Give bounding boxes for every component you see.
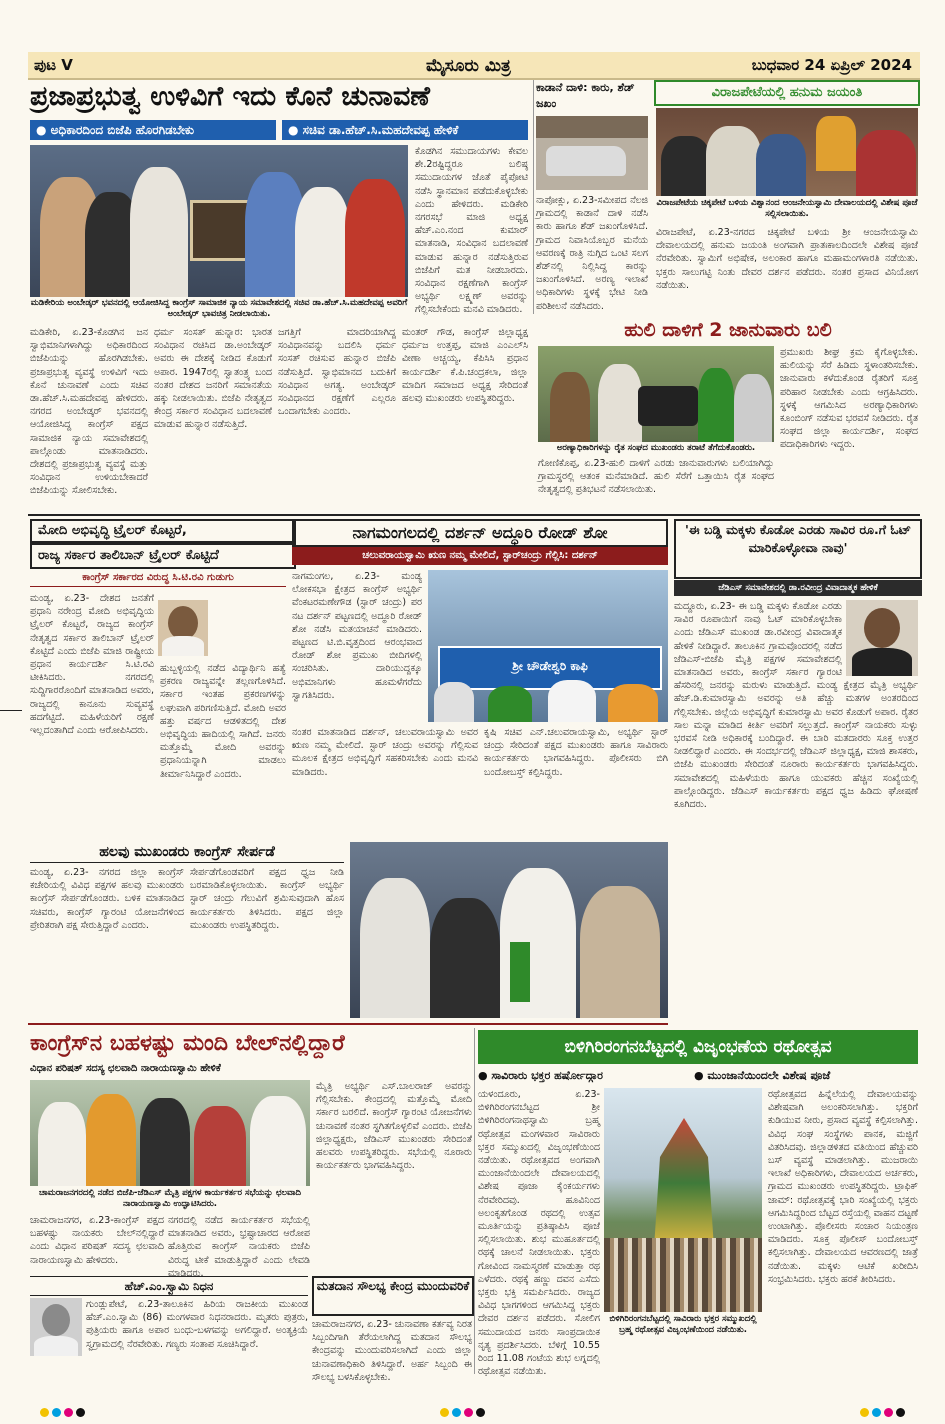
car-text: ನಾಪೋಕ್ಲು, ಏ.23-ಸಮೀಪದ ನೆಲಜಿ ಗ್ರಾಮದಲ್ಲಿ ಕಾಡಾನೆ ದಾಳಿ ನಡೆಸಿ ಕಾರು ಹಾಗೂ ಶೆಡ್ ಜಖಂಗೊಳಿಸಿದೆ. ಗ್ರಾಮದ ನಿವಾಸಿಯೊಬ್ಬರ ಮನೆಯ ಆವರಣಕ್ಕೆ ರಾತ್ರಿ ನುಗ್ಗಿದ ಒಂಟಿ ಸಲಗ ಶೆಡ್‌ನಲ್ಲಿ ನಿಲ್ಲಿಸಿದ್ದ ಕಾರನ್ನು ಜಖಂಗೊಳಿಸಿದೆ. ಅರಣ್ಯ ಇಲಾಖೆ ಅಧಿಕಾರಿಗಳು ಸ್ಥಳಕ್ಕೆ ಭೇಟಿ ನೀಡಿ ಪರಿಶೀಲನೆ ನಡೆಸಿದರು.: [536, 195, 648, 312]
tiger-text-2: ಪ್ರಮುಖರು ಶೀಘ್ರ ಕ್ರಮ ಕೈಗೊಳ್ಳಬೇಕು. ಹುಲಿಯನ್ನು ಸೆರೆ ಹಿಡಿದು ಸ್ಥಳಾಂತರಿಸಬೇಕು. ಜಾನುವಾರು ಕಳೆದುಕೊಂಡ ರೈತರಿಗೆ ಸೂಕ್ತ ಪರಿಹಾರ ನೀಡಬೇಕು ಎಂದು ಆಗ್ರಹಿಸಿದರು. ಸ್ಥಳಕ್ಕೆ ಆಗಮಿಸಿದ ಅರಣ್ಯಾಧಿಕಾರಿಗಳು ಕೂಂಬಿಂಗ್ ನಡೆಸುವ ಭರವಸೆ ನೀಡಿದರು. ರೈತ ಸಂಘದ ಜಿಲ್ಲಾ ಕಾರ್ಯದರ್ಶಿ, ಸಂಘದ ಪದಾಧಿಕಾರಿಗಳು ಇದ್ದರು.: [780, 347, 918, 451]
registration-dot: [884, 1408, 893, 1417]
bail-text-2: ನಗರದಲ್ಲಿ ನಡೆದ ಕಾರ್ಯಕರ್ತರ ಸಭೆಯಲ್ಲಿ ಮಾತನಾಡಿದ ಅವರು, ಭ್ರಷ್ಟಾಚಾರದ ಆರೋಪ ಹೊತ್ತಿರುವ ಕಾಂಗ್ರೆಸ್ ನಾಯಕರು ಬಿಜೆಪಿ ವಿರುದ್ಧ ಟೀಕೆ ಮಾಡುತ್ತಿದ್ದಾರೆ ಎಂದು ಲೇವಡಿ ಮಾಡಿದರು.: [168, 1215, 310, 1279]
car-photo: [536, 116, 648, 190]
modi-text-2: ಹುಬ್ಬಳ್ಳಿಯಲ್ಲಿ ನಡೆದ ವಿದ್ಯಾರ್ಥಿನಿ ಹತ್ಯೆ ಪ್ರಕರಣ ರಾಜ್ಯವನ್ನೇ ತಲ್ಲಣಗೊಳಿಸಿದೆ. ಸರ್ಕಾರ ಇಂತಹ ಪ್ರಕರಣಗಳನ್ನು ಲಘುವಾಗಿ ಪರಿಗಣಿಸುತ್ತಿದೆ. ಮೋದಿ ಅವರ ಹತ್ತು ವರ್ಷದ ಆಡಳಿತದಲ್ಲಿ ದೇಶ ಅಭಿವೃದ್ಧಿಯ ಹಾದಿಯಲ್ಲಿ ಸಾಗಿದೆ. ಜನರು ಮತ್ತೊಮ್ಮೆ ಮೋದಿ ಅವರನ್ನು ಪ್ರಧಾನಿಯನ್ನಾಗಿ ಮಾಡಲು ತೀರ್ಮಾನಿಸಿದ್ದಾರೆ ಎಂದರು.: [160, 663, 286, 780]
nagamangala-subhead: ಚಲುವರಾಯಸ್ವಾಮಿ ಋಣ ನಮ್ಮ ಮೇಲಿದೆ, ಸ್ಟಾರ್‌ಚಂದ್ರು ಗೆಲ್ಲಿಸಿ: ದರ್ಶನ್: [292, 547, 668, 565]
lead-photo-caption: ಮಡಿಕೇರಿಯ ಅಂಬೇಡ್ಕರ್ ಭವನದಲ್ಲಿ ಆಯೋಜಿಸಿದ್ದ ಕಾಂಗ್ರೆಸ್ ಸಾಮಾಜಿಕ ನ್ಯಾಯ ಸಮಾವೇಶದಲ್ಲಿ ಸಚಿವ ಡಾ.ಹೆಚ್.ಸಿ.ಮಹದೇವಪ್ಪ ಅವರಿಗೆ ಅಂಬೇಡ್ಕರ್ ಭಾವಚಿತ್ರ ನೀಡಲಾಯಿತು.: [30, 298, 408, 319]
rathotsava-headline: ಬಿಳಿಗಿರಿರಂಗನಬೆಟ್ಟದಲ್ಲಿ ವಿಜೃಂಭಣೆಯ ರಥೋತ್ಸವ: [478, 1030, 918, 1064]
lead-column-4: ಮಂತರ್ ಗೌಡ, ಕಾಂಗ್ರೆಸ್ ಜಿಲ್ಲಾಧ್ಯಕ್ಷ ಧರ್ಮಜ ಉತ್ತಪ್ಪ, ಮಾಜಿ ಎಂಎಲ್‌ಸಿ ವೀಣಾ ಅಚ್ಚಯ್ಯ, ಕೆಪಿಸಿಸಿ ಪ್ರಧಾನ ಕಾರ್ಯದರ್ಶಿ ಕೆ.ಪಿ.ಚಂದ್ರಕಲಾ, ಜಿಲ್ಲಾ ಮಾದಿಗ ಸಮಾಜದ ಅಧ್ಯಕ್ಷ ಸೇರಿದಂತೆ ಹಲವು ಮುಖಂಡರು ಉಪಸ್ಥಿತರಿದ್ದರು.: [402, 327, 528, 405]
column-divider: [533, 80, 534, 314]
registration-dot: [76, 1408, 85, 1417]
lead-column-3: ಜಗತ್ತಿಗೆ ಮಾದರಿಯಾಗಿದ್ದ ಸಂವಿಧಾನವನ್ನು ಬದಲಿಸಿ ಧರ್ಮ ಸಂಸತ್ ರಚಿಸುವ ಹುನ್ನಾರ ಬಿಜೆಪಿ ನಡೆಸುತ್ತಿದೆ. ಸ್ವಾಭಿಮಾನದ ಬದುಕಿಗೆ ಸಂವಿಧಾನ ಅಗತ್ಯ. ಅಂಬೇಡ್ಕರ್ ಸಂವಿಧಾನದ ರಕ್ಷಣೆಗೆ ಎಲ್ಲರೂ ಒಂದಾಗಬೇಕು ಎಂದರು.: [278, 327, 396, 418]
registration-dot: [476, 1408, 485, 1417]
voting-headline: ಮತದಾನ ಸೌಲಭ್ಯ ಕೇಂದ್ರ ಮುಂದುವರಿಕೆ: [312, 1276, 474, 1316]
registration-dot: [464, 1408, 473, 1417]
bail-photo: [30, 1080, 310, 1186]
chariot-caption: ಬಿಳಿಗಿರಿರಂಗನಬೆಟ್ಟದಲ್ಲಿ ಸಾವಿರಾರು ಭಕ್ತರ ಸಮ್ಮುಖದಲ್ಲಿ ಬ್ರಹ್ಮ ರಥೋತ್ಸವ ವಿಜೃಂಭಣೆಯಿಂದ ನಡೆಯಿತು.: [609, 1314, 757, 1335]
obituary-photo: [30, 1298, 82, 1356]
nagamangala-headline: ನಾಗಮಂಗಲದಲ್ಲಿ ದರ್ಶನ್ ಅದ್ಧೂರಿ ರೋಡ್ ಶೋ: [292, 519, 668, 547]
margin-mark: [0, 710, 22, 711]
rathotsava-subhead-right: ● ಮುಂಜಾನೆಯಿಂದಲೇ ವಿಶೇಷ ಪೂಜೆ: [694, 1069, 831, 1082]
registration-dot: [440, 1408, 449, 1417]
modi-headline-2: ರಾಜ್ಯ ಸರ್ಕಾರ ತಾಲಿಬಾನ್ ಟ್ರೈಲರ್ ಕೊಟ್ಟಿದೆ: [30, 543, 296, 569]
registration-dot: [40, 1408, 49, 1417]
chariot-photo: [604, 1088, 762, 1312]
obituary-headline: ಹೆಚ್.ಎಂ.ಸ್ವಾಮಿ ನಿಧನ: [30, 1276, 308, 1296]
lead-column-1: ಮಡಿಕೇರಿ, ಏ.23-ಕೊಡಗಿನ ಜನ ಸ್ವಾಭಿಮಾನಿಗಳಾಗಿದ್ದು ಅಧಿಕಾರದಿಂದ ಬಿಜೆಪಿಯನ್ನು ಹೊರಗಿಡಬೇಕು. ಪ್ರಜಾಪ್ರಭುತ್ವ ವ್ಯವಸ್ಥೆ ಉಳಿವಿಗೆ ಇದು ಕೊನೆ ಚುನಾವಣೆ ಎಂದು ಸಚಿವ ಡಾ.ಹೆಚ್.ಸಿ.ಮಹದೇವಪ್ಪ ಹೇಳಿದರು. ನಗರದ ಅಂಬೇಡ್ಕರ್ ಭವನದಲ್ಲಿ ಆಯೋಜಿಸಿದ್ದ ಕಾಂಗ್ರೆಸ್ ಪಕ್ಷದ ಸಾಮಾಜಿಕ ನ್ಯಾಯ ಸಮಾವೇಶದಲ್ಲಿ ಪಾಲ್ಗೊಂಡು ಮಾತನಾಡಿದರು. ದೇಶದಲ್ಲಿ ಪ್ರಜಾಪ್ರಭುತ್ವ ವ್ಯವಸ್ಥೆ ಮತ್ತು ಸಂವಿಧಾನ ಉಳಿಯಬೇಕಾದರೆ ಬಿಜೆಪಿಯನ್ನು ಸೋಲಿಸಬೇಕು.: [30, 327, 148, 497]
leaders-headline: ಹಲವು ಮುಖಂಡರು ಕಾಂಗ್ರೆಸ್ ಸೇರ್ಪಡೆ: [30, 842, 344, 863]
car-headline: ಕಾಡಾನೆ ದಾಳಿ: ಕಾರು, ಶೆಡ್ ಜಖಂ: [536, 81, 635, 110]
shop-signboard: ಶ್ರೀ ಚೌಡೇಶ್ವರಿ ಕಾಫಿ: [438, 646, 662, 690]
registration-dot: [896, 1408, 905, 1417]
section-rule-red: [28, 1023, 668, 1025]
kids-headline: 'ಈ ಬಡ್ಡಿ ಮಕ್ಕಳು ಕೊಡೋ ಎರಡು ಸಾವಿರ ರೂ.ಗೆ ಓಟ್ ಮಾರಿಕೊಳ್ಳೋವಾ ನಾವು': [674, 519, 922, 579]
ct-ravi-photo: [158, 600, 208, 656]
modi-headline-1: ಮೋದಿ ಅಭಿವೃದ್ಧಿ ಟ್ರೈಲರ್ ಕೊಟ್ಟರೆ,: [30, 519, 296, 543]
rathotsava-text-2: ರಥೋತ್ಸವದ ಹಿನ್ನೆಲೆಯಲ್ಲಿ ದೇವಾಲಯವನ್ನು ವಿಶೇಷವಾಗಿ ಅಲಂಕರಿಸಲಾಗಿತ್ತು. ಭಕ್ತರಿಗೆ ಕುಡಿಯುವ ನೀರು, ಪ್ರಸಾದ ವ್ಯವಸ್ಥೆ ಕಲ್ಪಿಸಲಾಗಿತ್ತು. ವಿವಿಧ ಸಂಘ ಸಂಸ್ಥೆಗಳು ಪಾನಕ, ಮಜ್ಜಿಗೆ ವಿತರಿಸಿದವು. ಜಿಲ್ಲಾಡಳಿತದ ವತಿಯಿಂದ ಹೆಚ್ಚುವರಿ ಬಸ್ ವ್ಯವಸ್ಥೆ ಮಾಡಲಾಗಿತ್ತು. ಮುಜರಾಯಿ ಇಲಾಖೆ ಅಧಿಕಾರಿಗಳು, ದೇವಾಲಯದ ಅರ್ಚಕರು, ಗ್ರಾಮದ ಮುಖಂಡರು ಉಪಸ್ಥಿತರಿದ್ದರು. ಟ್ರಾಫಿಕ್ ಜಾಮ್: ರಥೋತ್ಸವಕ್ಕೆ ಭಾರಿ ಸಂಖ್ಯೆಯಲ್ಲಿ ಭಕ್ತರು ಆಗಮಿಸಿದ್ದರಿಂದ ಬೆಟ್ಟದ ರಸ್ತೆಯಲ್ಲಿ ವಾಹನ ದಟ್ಟಣೆ ಉಂಟಾಗಿತ್ತು. ಪೊಲೀಸರು ಸಂಚಾರ ನಿಯಂತ್ರಣ ಮಾಡಿದರು. ಸೂಕ್ತ ಪೊಲೀಸ್ ಬಂದೋಬಸ್ತ್ ಕಲ್ಪಿಸಲಾಗಿತ್ತು. ದೇವಾಲಯದ ಆವರಣದಲ್ಲಿ ಜಾತ್ರೆ ನಡೆಯಿತು. ಮಕ್ಕಳು ಆಟಿಕೆ ಖರೀದಿಸಿ ಸಂಭ್ರಮಿಸಿದರು. ಭಕ್ತರು ಹರಕೆ ತೀರಿಸಿದರು.: [768, 1089, 918, 1285]
obituary-text: ಗುಂಡ್ಲುಪೇಟೆ, ಏ.23-ತಾಲೂಕಿನ ಹಿರಿಯ ರಾಜಕೀಯ ಮುಖಂಡ ಹೆಚ್.ಎಂ.ಸ್ವಾಮಿ (86) ಮಂಗಳವಾರ ನಿಧನರಾದರು. ಮೃತರು ಪುತ್ರರು, ಪುತ್ರಿಯರು ಹಾಗೂ ಅಪಾರ ಬಂಧು-ಬಳಗವನ್ನು ಅಗಲಿದ್ದಾರೆ. ಅಂತ್ಯಕ್ರಿಯೆ ಸ್ವಗ್ರಾಮದಲ್ಲಿ ನೆರವೇರಿತು. ಗಣ್ಯರು ಸಂತಾಪ ಸೂಚಿಸಿದ್ದಾರೆ.: [86, 1299, 308, 1350]
rathotsava-text-1: ಯಳಂದೂರು, ಏ.23-ಬಿಳಿಗಿರಿರಂಗನಬೆಟ್ಟದ ಶ್ರೀ ಬಿಳಿಗಿರಿರಂಗನಾಥಸ್ವಾಮಿ ಬ್ರಹ್ಮ ರಥೋತ್ಸವ ಮಂಗಳವಾರ ಸಾವಿರಾರು ಭಕ್ತರ ಸಮ್ಮುಖದಲ್ಲಿ ವಿಜೃಂಭಣೆಯಿಂದ ನಡೆಯಿತು. ರಥೋತ್ಸವದ ಅಂಗವಾಗಿ ಮುಂಜಾನೆಯಿಂದಲೇ ದೇವಾಲಯದಲ್ಲಿ ವಿಶೇಷ ಪೂಜಾ ಕೈಂಕರ್ಯಗಳು ನೆರವೇರಿದವು. ಹೂವಿನಿಂದ ಅಲಂಕೃತಗೊಂಡ ರಥದಲ್ಲಿ ಉತ್ಸವ ಮೂರ್ತಿಯನ್ನು ಪ್ರತಿಷ್ಠಾಪಿಸಿ ಪೂಜೆ ಸಲ್ಲಿಸಲಾಯಿತು. ಶುಭ ಮುಹೂರ್ತದಲ್ಲಿ ರಥಕ್ಕೆ ಚಾಲನೆ ನೀಡಲಾಯಿತು. ಭಕ್ತರು ಗೋವಿಂದ ನಾಮಸ್ಮರಣೆ ಮಾಡುತ್ತಾ ರಥ ಎಳೆದರು. ರಥಕ್ಕೆ ಹಣ್ಣು ದವನ ಎಸೆದು ಭಕ್ತರು ಭಕ್ತಿ ಸಮರ್ಪಿಸಿದರು. ರಾಜ್ಯದ ವಿವಿಧ ಭಾಗಗಳಿಂದ ಆಗಮಿಸಿದ್ದ ಭಕ್ತರು ದೇವರ ದರ್ಶನ ಪಡೆದರು. ಸೋಲಿಗ ಸಮುದಾಯದ ಜನರು ಸಾಂಪ್ರದಾಯಿಕ ನೃತ್ಯ ಪ್ರದರ್ಶಿಸಿದರು. ಬೆಳಿಗ್ಗೆ 10.55 ರಿಂದ 11.08 ಗಂಟೆಯ ಶುಭ ಲಗ್ನದಲ್ಲಿ ರಥೋತ್ಸವ ನಡೆಯಿತು.: [478, 1089, 600, 1378]
registration-dot: [64, 1408, 73, 1417]
page-header: [28, 52, 920, 80]
bail-text-3: ಮೈತ್ರಿ ಅಭ್ಯರ್ಥಿ ಎಸ್.ಬಾಲರಾಜ್ ಅವರನ್ನು ಗೆಲ್ಲಿಸಬೇಕು. ಕೇಂದ್ರದಲ್ಲಿ ಮತ್ತೊಮ್ಮೆ ಮೋದಿ ಸರ್ಕಾರ ಬರಲಿದೆ. ಕಾಂಗ್ರೆಸ್ ಗ್ಯಾರಂಟಿ ಯೋಜನೆಗಳು ಚುನಾವಣೆ ನಂತರ ಸ್ಥಗಿತಗೊಳ್ಳಲಿವೆ ಎಂದರು. ಬಿಜೆಪಿ ಜಿಲ್ಲಾಧ್ಯಕ್ಷರು, ಜೆಡಿಎಸ್ ಮುಖಂಡರು ಸೇರಿದಂತೆ ಹಲವರು ಉಪಸ್ಥಿತರಿದ್ದರು. ಸಭೆಯಲ್ಲಿ ನೂರಾರು ಕಾರ್ಯಕರ್ತರು ಭಾಗವಹಿಸಿದ್ದರು.: [316, 1081, 472, 1172]
registration-dot: [860, 1408, 869, 1417]
bail-text-1: ಚಾಮರಾಜನಗರ, ಏ.23-ಕಾಂಗ್ರೆಸ್ ಪಕ್ಷದ ಬಹಳಷ್ಟು ನಾಯಕರು ಬೇಲ್‌ನಲ್ಲಿದ್ದಾರೆ ಎಂದು ವಿಧಾನ ಪರಿಷತ್ ಸದಸ್ಯ ಛಲವಾದಿ ನಾರಾಯಣಸ್ವಾಮಿ ಹೇಳಿದರು.: [30, 1215, 164, 1266]
tiger-text-1: ಗೋಣಿಕೊಪ್ಪ, ಏ.23-ಹುಲಿ ದಾಳಿಗೆ ಎರಡು ಜಾನುವಾರುಗಳು ಬಲಿಯಾಗಿದ್ದು ಗ್ರಾಮಸ್ಥರಲ್ಲಿ ಆತಂಕ ಮನೆಮಾಡಿದೆ. ಹುಲಿ ಸೆರೆಗೆ ಒತ್ತಾಯಿಸಿ ರೈತ ಸಂಘದ ನೇತೃತ್ವದಲ್ಲಿ ಪ್ರತಿಭಟನೆ ನಡೆಸಲಾಯಿತು.: [538, 458, 774, 496]
hanuma-photo: [656, 108, 918, 196]
lead-subhead-left: ● ಅಧಿಕಾರದಿಂದ ಬಿಜೆಪಿ ಹೊರಗಿಡಬೇಕು: [30, 120, 276, 140]
nagamangala-text-2: ನಂತರ ಮಾತನಾಡಿದ ದರ್ಶನ್, ಚಲುವರಾಯಸ್ವಾಮಿ ಅವರ ಋಣ ನಮ್ಮ ಮೇಲಿದೆ. ಸ್ಟಾರ್ ಚಂದ್ರು ಅವರನ್ನು ಗೆಲ್ಲಿಸುವ ಮೂಲಕ ಕ್ಷೇತ್ರದ ಅಭಿವೃದ್ಧಿಗೆ ಸಹಕರಿಸಬೇಕು ಎಂದು ಮನವಿ ಮಾಡಿದರು.: [292, 727, 478, 778]
lead-headline: ಪ್ರಜಾಪ್ರಭುತ್ವ ಉಳಿವಿಗೆ ಇದು ಕೊನೆ ಚುನಾವಣೆ: [30, 81, 430, 112]
leaders-photo: [350, 842, 668, 1018]
column-divider-bottom: [474, 1028, 475, 1374]
registration-dot: [872, 1408, 881, 1417]
issue-date: ಬುಧವಾರ 24 ಏಪ್ರಿಲ್ 2024: [751, 56, 912, 74]
roadshow-photo: [428, 570, 668, 722]
lead-column-2: ಧರ್ಮ ಸಂಸತ್ ಹುನ್ನಾರ: ಭಾರತ ಸಂವಿಧಾನ ರಚಿಸಿದ ಡಾ.ಅಂಬೇಡ್ಕರ್ ಅವರು ಈ ದೇಶಕ್ಕೆ ನೀಡಿದ ಕೊಡುಗೆ ಅಪಾರ. 1947ರಲ್ಲಿ ಸ್ವಾತಂತ್ರ್ಯ ಬಂದ ನಂತರ ದೇಶದ ಜನರಿಗೆ ಸಮಾನತೆಯ ಹಕ್ಕು ನೀಡಲಾಯಿತು. ಬಿಜೆಪಿ ನೇತೃತ್ವದ ಕೇಂದ್ರ ಸರ್ಕಾರ ಸಂವಿಧಾನ ಬದಲಾವಣೆ ಮಾಡುವ ಹುನ್ನಾರ ನಡೆಸುತ್ತಿದೆ.: [154, 327, 272, 431]
rathotsava-subhead-left: ● ಸಾವಿರಾರು ಭಕ್ತರ ಹರ್ಷೋದ್ಗಾರ: [478, 1069, 604, 1082]
nagamangala-text-3: ಕೃಷಿ ಸಚಿವ ಎನ್.ಚಲುವರಾಯಸ್ವಾಮಿ, ಅಭ್ಯರ್ಥಿ ಸ್ಟಾರ್ ಚಂದ್ರು ಸೇರಿದಂತೆ ಪಕ್ಷದ ಮುಖಂಡರು ಹಾಗೂ ಸಾವಿರಾರು ಕಾರ್ಯಕರ್ತರು ಭಾಗವಹಿಸಿದ್ದರು. ಪೊಲೀಸರು ಬಿಗಿ ಬಂದೋಬಸ್ತ್ ಕಲ್ಪಿಸಿದ್ದರು.: [484, 727, 668, 778]
page-label: ಪುಟ V: [34, 56, 73, 74]
modi-text-1: ಮಂಡ್ಯ, ಏ.23- ದೇಶದ ಜನತೆಗೆ ಪ್ರಧಾನಿ ನರೇಂದ್ರ ಮೋದಿ ಅಭಿವೃದ್ಧಿಯ ಟ್ರೈಲರ್ ಕೊಟ್ಟರೆ, ರಾಜ್ಯದ ಕಾಂಗ್ರೆಸ್ ನೇತೃತ್ವದ ಸರ್ಕಾರ ತಾಲಿಬಾನ್ ಟ್ರೈಲರ್ ಕೊಟ್ಟಿದೆ ಎಂದು ಬಿಜೆಪಿ ಮಾಜಿ ರಾಷ್ಟ್ರೀಯ ಪ್ರಧಾನ ಕಾರ್ಯದರ್ಶಿ ಸಿ.ಟಿ.ರವಿ ಟೀಕಿಸಿದರು. ನಗರದಲ್ಲಿ ಸುದ್ದಿಗಾರರೊಂದಿಗೆ ಮಾತನಾಡಿದ ಅವರು, ರಾಜ್ಯದಲ್ಲಿ ಕಾನೂನು ಸುವ್ಯವಸ್ಥೆ ಹದಗೆಟ್ಟಿದೆ. ಮಹಿಳೆಯರಿಗೆ ರಕ್ಷಣೆ ಇಲ್ಲದಂತಾಗಿದೆ ಎಂದು ಆರೋಪಿಸಿದರು.: [30, 593, 154, 737]
lead-photo: [30, 145, 408, 297]
tiger-photo: [538, 346, 774, 442]
voting-text: ಚಾಮರಾಜನಗರ, ಏ.23- ಚುನಾವಣಾ ಕರ್ತವ್ಯ ನಿರತ ಸಿಬ್ಬಂದಿಗಾಗಿ ತೆರೆಯಲಾಗಿದ್ದ ಮತದಾನ ಸೌಲಭ್ಯ ಕೇಂದ್ರವನ್ನು ಮುಂದುವರಿಸಲಾಗಿದೆ ಎಂದು ಜಿಲ್ಲಾ ಚುನಾವಣಾಧಿಕಾರಿ ತಿಳಿಸಿದ್ದಾರೆ. ಅರ್ಹ ಸಿಬ್ಬಂದಿ ಈ ಸೌಲಭ್ಯ ಬಳಸಿಕೊಳ್ಳಬೇಕು.: [312, 1319, 472, 1383]
leaders-text-1: ಮಂಡ್ಯ, ಏ.23- ನಗರದ ಜಿಲ್ಲಾ ಕಾಂಗ್ರೆಸ್ ಕಚೇರಿಯಲ್ಲಿ ವಿವಿಧ ಪಕ್ಷಗಳ ಹಲವು ಮುಖಂಡರು ಕಾಂಗ್ರೆಸ್ ಸೇರ್ಪಡೆಗೊಂಡರು. ಬಳಿಕ ಮಾತನಾಡಿದ ಸಚಿವರು, ಕಾಂಗ್ರೆಸ್ ಗ್ಯಾರಂಟಿ ಯೋಜನೆಗಳಿಂದ ಪ್ರೇರಿತರಾಗಿ ಪಕ್ಷ ಸೇರುತ್ತಿದ್ದಾರೆ ಎಂದರು.: [30, 867, 184, 931]
section-rule: [28, 514, 920, 516]
tiger-headline: ಹುಲಿ ದಾಳಿಗೆ 2 ಜಾನುವಾರು ಬಲಿ: [624, 319, 832, 341]
bail-caption: ಚಾಮರಾಜನಗರದಲ್ಲಿ ನಡೆದ ಬಿಜೆಪಿ-ಜೆಡಿಎಸ್ ಮೈತ್ರಿ ಪಕ್ಷಗಳ ಕಾರ್ಯಕರ್ತರ ಸಭೆಯನ್ನು ಛಲವಾದಿ ನಾರಾಯಣಸ್ವಾಮಿ ಉದ್ಘಾಟಿಸಿದರು.: [38, 1188, 302, 1209]
bail-headline: ಕಾಂಗ್ರೆಸ್‌ನ ಬಹಳಷ್ಟು ಮಂದಿ ಬೇಲ್‌ನಲ್ಲಿದ್ದಾರೆ: [30, 1031, 345, 1056]
kids-text-body: ಮದ್ದೂರು, ಏ.23- ಈ ಬಡ್ಡಿ ಮಕ್ಕಳು ಕೊಡೋ ಎರಡು ಸಾವಿರ ರೂಪಾಯಿಗೆ ನಾವು ಓಟ್ ಮಾರಿಕೊಳ್ಳಬೇಕಾ ಎಂದು ಜೆಡಿಎಸ್ ಮುಖಂಡ ಡಾ.ರವೀಂದ್ರ ವಿವಾದಾತ್ಮಕ ಹೇಳಿಕೆ ನೀಡಿದ್ದಾರೆ. ತಾಲೂಕಿನ ಗ್ರಾಮವೊಂದರಲ್ಲಿ ನಡೆದ ಜೆಡಿಎಸ್-ಬಿಜೆಪಿ ಮೈತ್ರಿ ಪಕ್ಷಗಳ ಸಮಾವೇಶದಲ್ಲಿ ಮಾತನಾಡಿದ ಅವರು, ಕಾಂಗ್ರೆಸ್ ಸರ್ಕಾರ ಗ್ಯಾರಂಟಿ ಹೆಸರಿನಲ್ಲಿ ಜನರನ್ನು ಮರುಳು ಮಾಡುತ್ತಿದೆ. ಮಂಡ್ಯ ಕ್ಷೇತ್ರದ ಮೈತ್ರಿ ಅಭ್ಯರ್ಥಿ ಹೆಚ್.ಡಿ.ಕುಮಾರಸ್ವಾಮಿ ಅವರನ್ನು ಅತಿ ಹೆಚ್ಚು ಮತಗಳ ಅಂತರದಿಂದ ಗೆಲ್ಲಿಸಬೇಕು. ಜಿಲ್ಲೆಯ ಅಭಿವೃದ್ಧಿಗೆ ಕುಮಾರಸ್ವಾಮಿ ಅವರ ಕೊಡುಗೆ ಅಪಾರ. ರೈತರ ಸಾಲ ಮನ್ನಾ ಮಾಡಿದ ಕೀರ್ತಿ ಅವರಿಗೆ ಸಲ್ಲುತ್ತದೆ. ಕಾಂಗ್ರೆಸ್ ನಾಯಕರು ಸುಳ್ಳು ಭರವಸೆ ನೀಡಿ ಅಧಿಕಾರಕ್ಕೆ ಬಂದಿದ್ದಾರೆ. ಈ ಬಾರಿ ಮತದಾರರು ಸೂಕ್ತ ಉತ್ತರ ನೀಡಲಿದ್ದಾರೆ ಎಂದರು. ಈ ಸಂದರ್ಭದಲ್ಲಿ ಜೆಡಿಎಸ್ ಜಿಲ್ಲಾಧ್ಯಕ್ಷ, ಮಾಜಿ ಶಾಸಕರು, ಬಿಜೆಪಿ ಮುಖಂಡರು ಸೇರಿದಂತೆ ನೂರಾರು ಕಾರ್ಯಕರ್ತರು ಭಾಗವಹಿಸಿದ್ದರು. ಸಮಾವೇಶದಲ್ಲಿ ಮಹಿಳೆಯರು ಹಾಗೂ ಯುವಕರು ಹೆಚ್ಚಿನ ಸಂಖ್ಯೆಯಲ್ಲಿ ಪಾಲ್ಗೊಂಡಿದ್ದರು. ಜೆಡಿಎಸ್ ಕಾರ್ಯಕರ್ತರು ಪಕ್ಷದ ಧ್ವಜ ಹಿಡಿದು ಘೋಷಣೆ ಕೂಗಿದರು.: [674, 601, 918, 811]
hanuma-text: ವಿರಾಜಪೇಟೆ, ಏ.23-ನಗರದ ಚಿಕ್ಕಪೇಟೆ ಬಳಿಯ ಶ್ರೀ ಆಂಜನೇಯಸ್ವಾಮಿ ದೇವಾಲಯದಲ್ಲಿ ಹನುಮ ಜಯಂತಿ ಅಂಗವಾಗಿ ಪ್ರಾತಃಕಾಲದಿಂದಲೇ ವಿಶೇಷ ಪೂಜೆ ನೆರವೇರಿತು. ಸ್ವಾಮಿಗೆ ಅಭಿಷೇಕ, ಅಲಂಕಾರ ಹಾಗೂ ಮಹಾಮಂಗಳಾರತಿ ನಡೆಯಿತು. ಭಕ್ತರು ಸಾಲುಗಟ್ಟಿ ನಿಂತು ದೇವರ ದರ್ಶನ ಪಡೆದರು. ನಂತರ ಪ್ರಸಾದ ವಿನಿಯೋಗ ನಡೆಯಿತು.: [656, 227, 918, 291]
lead-subhead-right: ● ಸಚಿವ ಡಾ.ಹೆಚ್.ಸಿ.ಮಹದೇವಪ್ಪ ಹೇಳಿಕೆ: [282, 120, 528, 140]
lead-side-text: ಕೊಡಗಿನ ಸಮುದಾಯಗಳು ಕೇವಲ ಶೇ.2ರಷ್ಟಿದ್ದರೂ ಬಲಿಷ್ಠ ಸಮುದಾಯಗಳ ಜೊತೆ ಪೈಪೋಟಿ ನಡೆಸಿ ಸ್ಥಾನಮಾನ ಪಡೆದುಕೊಳ್ಳಬೇಕು ಎಂದು ಹೇಳಿದರು. ಮಡಿಕೇರಿ ನಗರಸಭೆ ಮಾಜಿ ಅಧ್ಯಕ್ಷ ಹೆಚ್.ಎಂ.ನಂದ ಕುಮಾರ್ ಮಾತನಾಡಿ, ಸಂವಿಧಾನ ಬದಲಾವಣೆ ಮಾಡುವ ಹುನ್ನಾರ ನಡೆಸುತ್ತಿರುವ ಬಿಜೆಪಿಗೆ ಮತ ನೀಡಬಾರದು. ಸಂವಿಧಾನ ರಕ್ಷಣೆಗಾಗಿ ಕಾಂಗ್ರೆಸ್ ಅಭ್ಯರ್ಥಿ ಲಕ್ಷ್ಮಣ್ ಅವರನ್ನು ಗೆಲ್ಲಿಸಬೇಕೆಂದು ಮನವಿ ಮಾಡಿದರು.: [415, 146, 528, 316]
modi-subhead: ಕಾಂಗ್ರೆಸ್ ಸರ್ಕಾರದ ವಿರುದ್ಧ ಸಿ.ಟಿ.ರವಿ ಗುಡುಗು: [30, 570, 286, 587]
registration-dot: [452, 1408, 461, 1417]
kids-subhead: ಜೆಡಿಎಸ್ ಸಮಾವೇಶದಲ್ಲಿ ಡಾ.ರವೀಂದ್ರ ವಿವಾದಾತ್ಮಕ ಹೇಳಿಕೆ: [674, 580, 922, 596]
registration-dot: [52, 1408, 61, 1417]
hanuma-caption: ವಿರಾಜಪೇಟೆಯ ಚಿಕ್ಕಪೇಟೆ ಬಳಿಯ ವಿಶ್ವಾನಂದ ಆಂಜನೇಯಸ್ವಾಮಿ ದೇವಾಲಯದಲ್ಲಿ ವಿಶೇಷ ಪೂಜೆ ಸಲ್ಲಿಸಲಾಯಿತು.: [656, 198, 918, 219]
nagamangala-text-1: ನಾಗಮಂಗಲ, ಏ.23- ಮಂಡ್ಯ ಲೋಕಸಭಾ ಕ್ಷೇತ್ರದ ಕಾಂಗ್ರೆಸ್ ಅಭ್ಯರ್ಥಿ ವೆಂಕಟರಮಣೇಗೌಡ (ಸ್ಟಾರ್ ಚಂದ್ರು) ಪರ ನಟ ದರ್ಶನ್ ಪಟ್ಟಣದಲ್ಲಿ ಅದ್ಧೂರಿ ರೋಡ್ ಶೋ ನಡೆಸಿ ಮತಯಾಚನೆ ಮಾಡಿದರು. ಪಟ್ಟಣದ ಟಿ.ಬಿ.ವೃತ್ತದಿಂದ ಆರಂಭವಾದ ರೋಡ್ ಶೋ ಪ್ರಮುಖ ಬೀದಿಗಳಲ್ಲಿ ಸಂಚರಿಸಿತು. ದಾರಿಯುದ್ದಕ್ಕೂ ಅಭಿಮಾನಿಗಳು ಹೂಮಳೆಗರೆದು ಸ್ವಾಗತಿಸಿದರು.: [292, 571, 422, 701]
masthead-title: ಮೈಸೂರು ಮಿತ್ರ: [426, 56, 511, 76]
leaders-text-2: ಸೇರ್ಪಡೆಗೊಂಡವರಿಗೆ ಪಕ್ಷದ ಧ್ವಜ ನೀಡಿ ಬರಮಾಡಿಕೊಳ್ಳಲಾಯಿತು. ಕಾಂಗ್ರೆಸ್ ಅಭ್ಯರ್ಥಿ ಸ್ಟಾರ್ ಚಂದ್ರು ಗೆಲುವಿಗೆ ಶ್ರಮಿಸುವುದಾಗಿ ಹೊಸ ಕಾರ್ಯಕರ್ತರು ತಿಳಿಸಿದರು. ಪಕ್ಷದ ಜಿಲ್ಲಾ ಮುಖಂಡರು ಉಪಸ್ಥಿತರಿದ್ದರು.: [190, 867, 344, 931]
hanuma-headline: ವಿರಾಜಪೇಟೆಯಲ್ಲಿ ಹನುಮ ಜಯಂತಿ: [654, 80, 920, 106]
bail-subhead: ವಿಧಾನ ಪರಿಷತ್ ಸದಸ್ಯ ಛಲವಾದಿ ನಾರಾಯಣಸ್ವಾಮಿ ಹೇಳಿಕೆ: [30, 1063, 221, 1074]
tiger-caption: ಅರಣ್ಯಾಧಿಕಾರಿಗಳನ್ನು ರೈತ ಸಂಘದ ಮುಖಂಡರು ತರಾಟೆ ತೆಗೆದುಕೊಂಡರು.: [556, 443, 756, 453]
kids-text: [674, 600, 918, 1036]
